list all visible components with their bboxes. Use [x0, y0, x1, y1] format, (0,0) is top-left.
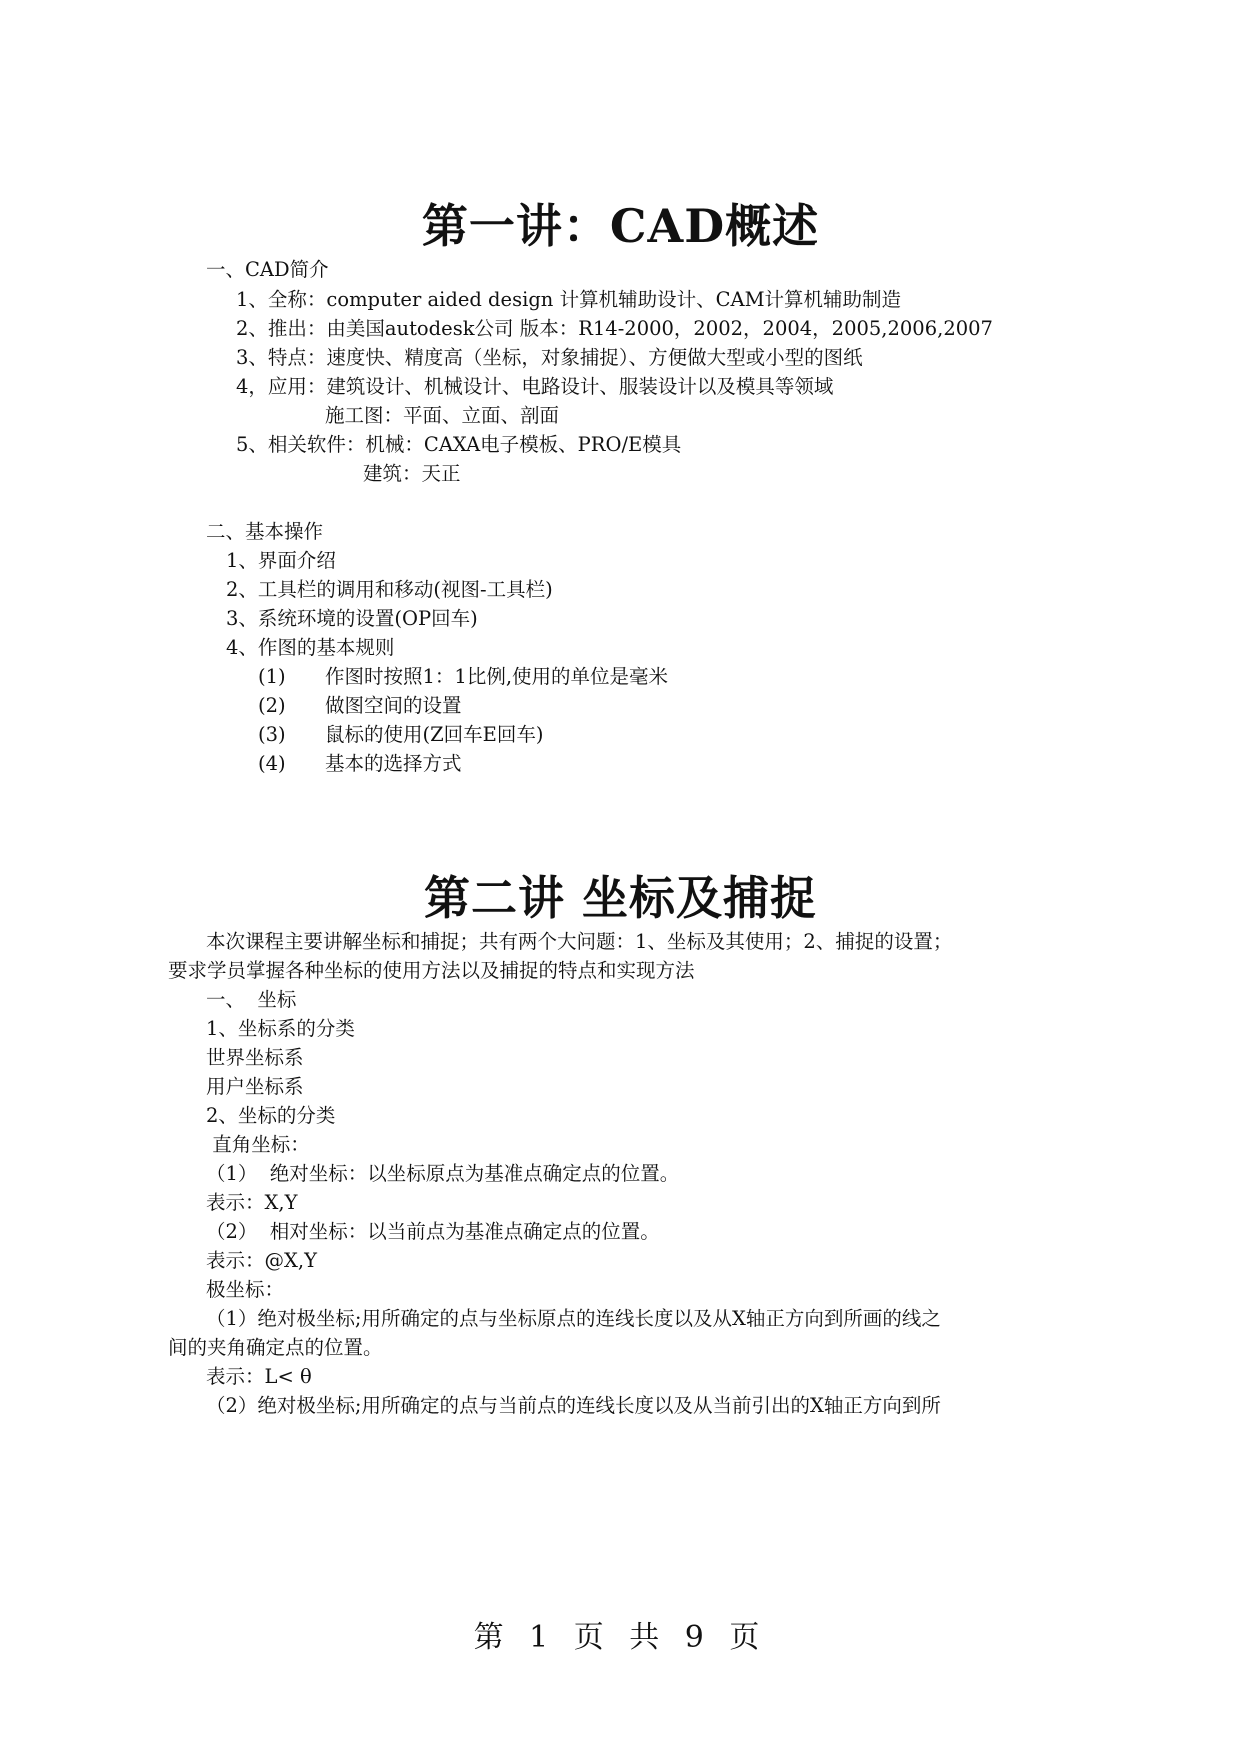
list-item: 4、作图的基本规则	[226, 636, 395, 659]
text-line: 1、坐标系的分类	[206, 1017, 355, 1040]
list-item: 3、特点：速度快、精度高（坐标，对象捕捉）、方便做大型或小型的图纸	[236, 346, 863, 369]
text-line: 表示：@X,Y	[206, 1249, 317, 1272]
text-line: （1） 绝对坐标：以坐标原点为基准点确定点的位置。	[206, 1162, 680, 1185]
rule-text: 做图空间的设置	[325, 694, 462, 717]
text-line: 一、 坐标	[206, 988, 297, 1011]
list-item: 2、工具栏的调用和移动(视图-工具栏)	[226, 578, 553, 601]
text-line: （2） 相对坐标：以当前点为基准点确定点的位置。	[206, 1220, 660, 1243]
section2-heading: 二、基本操作	[206, 520, 324, 543]
text-line: （1）绝对极坐标;用所确定的点与坐标原点的连线长度以及从X轴正方向到所画的线之	[206, 1307, 941, 1330]
page-footer: 第 1 页 共 9 页	[473, 1620, 768, 1655]
rule-text: 作图时按照1：1比例,使用的单位是毫米	[325, 665, 669, 688]
list-item: 4，应用：建筑设计、机械设计、电路设计、服装设计以及模具等领域	[236, 375, 834, 398]
rule-text: 基本的选择方式	[325, 752, 462, 775]
rule-number: (4)	[258, 752, 286, 775]
text-line: 极坐标：	[206, 1278, 285, 1301]
list-item: 1、界面介绍	[226, 549, 336, 572]
text-line: （2）绝对极坐标;用所确定的点与当前点的连线长度以及从当前引出的X轴正方向到所	[206, 1394, 941, 1417]
list-item: 建筑：天正	[363, 462, 461, 485]
list-item: 5、相关软件：机械：CAXA电子模板、PRO/E模具	[236, 433, 682, 456]
lecture1-title: 第一讲：CAD概述	[421, 199, 820, 253]
list-item: 1、全称：computer aided design 计算机辅助设计、CAM计算机辅助制造	[236, 288, 902, 311]
text-line: 表示：X,Y	[206, 1191, 298, 1214]
section1-heading: 一、CAD简介	[206, 258, 329, 281]
text-line: 2、坐标的分类	[206, 1104, 336, 1127]
lecture2-title: 第二讲 坐标及捕捉	[423, 871, 817, 925]
intro-paragraph: 要求学员掌握各种坐标的使用方法以及捕捉的特点和实现方法	[168, 959, 695, 982]
text-line: 世界坐标系	[206, 1046, 304, 1069]
text-line: 间的夹角确定点的位置。	[168, 1336, 383, 1359]
rule-number: (3)	[258, 723, 286, 746]
text-line: 直角坐标：	[206, 1133, 310, 1156]
text-line: 用户坐标系	[206, 1075, 304, 1098]
rule-number: (2)	[258, 694, 286, 717]
list-item: 3、系统环境的设置(OP回车)	[226, 607, 478, 630]
list-item: 施工图：平面、立面、剖面	[325, 404, 560, 427]
list-item: 2、推出：由美国autodesk公司 版本：R14-2000，2002，2004，2005,2006,2007	[236, 317, 993, 340]
text-line: 表示：L< θ	[206, 1365, 312, 1388]
rule-number: (1)	[258, 665, 286, 688]
intro-paragraph: 本次课程主要讲解坐标和捕捉；共有两个大问题：1、坐标及其使用；2、捕捉的设置；	[206, 930, 953, 953]
rule-text: 鼠标的使用(Z回车E回车)	[325, 723, 544, 746]
